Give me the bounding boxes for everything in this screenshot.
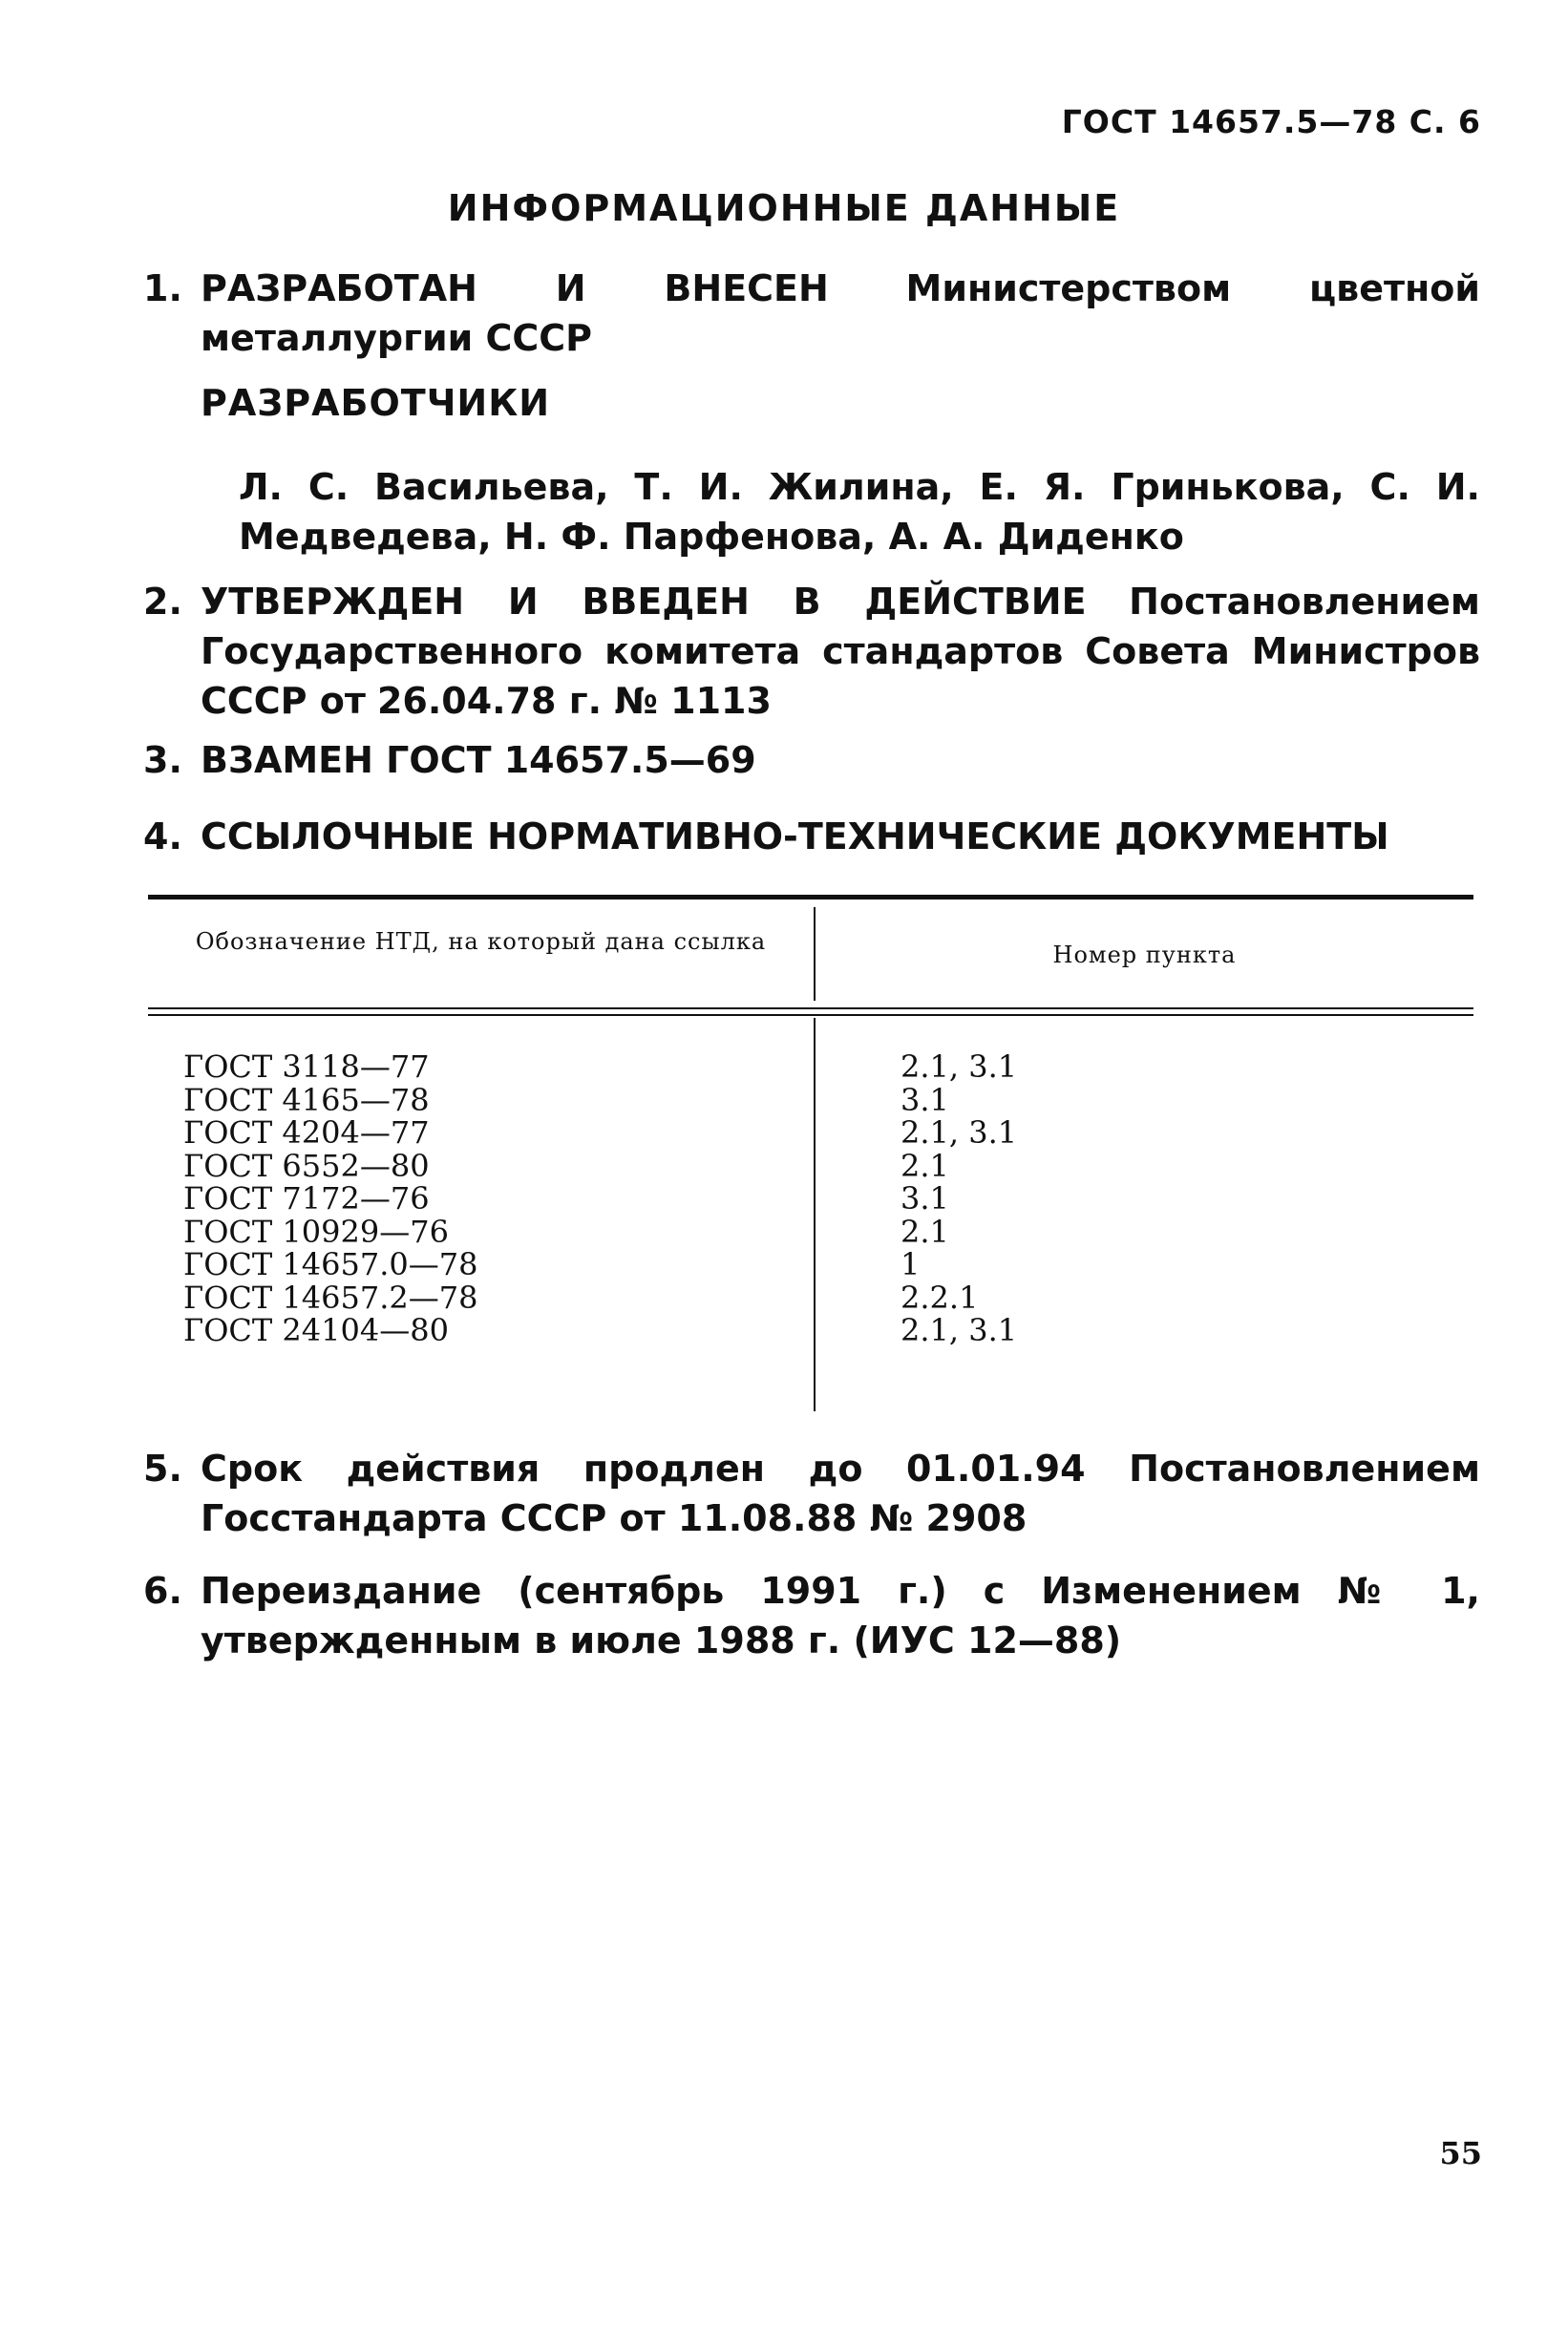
item-5-number: 5. xyxy=(143,1448,182,1490)
table-cell: ГОСТ 6552—80 xyxy=(183,1147,430,1184)
item-4-text: ССЫЛОЧНЫЕ НОРМАТИВНО-ТЕХНИЧЕСКИЕ ДОКУМЕНТЫ xyxy=(201,815,1389,857)
item-6-text: Переиздание (сентябрь 1991 г.) с Изменением № 1, утвержденным в июле 1988 г. (ИУС 12—88) xyxy=(201,1570,1480,1661)
table-cell: 2.1, 3.1 xyxy=(901,1114,1018,1151)
table-cell: ГОСТ 4204—77 xyxy=(183,1114,430,1151)
document-header: ГОСТ 14657.5—78 С. 6 xyxy=(1061,103,1481,140)
table-column-clauses xyxy=(901,1050,1017,1347)
table-cell: 3.1 xyxy=(901,1081,949,1118)
item-6-number: 6. xyxy=(143,1570,182,1612)
table-cell: ГОСТ 7172—76 xyxy=(183,1180,430,1217)
table-cell: 2.1, 3.1 xyxy=(901,1048,1018,1085)
item-3 xyxy=(143,735,1480,785)
table-cell: 1 xyxy=(901,1246,921,1282)
table-cell: 3.1 xyxy=(901,1180,949,1217)
item-6 xyxy=(143,1566,1480,1665)
table-header-document: Обозначение НТД, на который дана ссылка xyxy=(195,928,767,955)
item-3-number: 3. xyxy=(143,739,182,781)
item-2 xyxy=(143,577,1480,726)
item-2-text: Постановлением Государственного комитета стандартов Совета Министров СССР от xyxy=(201,581,1480,722)
table-header-clause: Номер пункта xyxy=(1052,942,1237,968)
table-cell: ГОСТ 14657.2—78 xyxy=(183,1279,478,1316)
table-column-documents xyxy=(183,1050,477,1347)
table-top-rule xyxy=(148,895,1473,899)
page-title: ИНФОРМАЦИОННЫЕ ДАННЫЕ xyxy=(447,187,1121,229)
item-2-number: 2. xyxy=(143,581,182,623)
table-cell: 2.2.1 xyxy=(901,1279,979,1316)
item-2-bold: УТВЕРЖДЕН И ВВЕДЕН В ДЕЙСТВИЕ xyxy=(201,581,1087,623)
item-5-text: Срок действия продлен до 01.01.94 Постановлением Госстандарта СССР от 11.08.88 № 2908 xyxy=(201,1448,1480,1539)
table-cell: 2.1 xyxy=(901,1147,949,1184)
item-1-text: Министерством цветной металлургии СССР xyxy=(201,267,1480,359)
table-cell: 2.1 xyxy=(901,1213,949,1250)
table-cell: 2.1, 3.1 xyxy=(901,1312,1018,1348)
developers-list: Л. С. Васильева, Т. И. Жилина, Е. Я. Гринькова, С. И. Медведева, Н. Ф. Парфенова, А. А. Диденко xyxy=(239,466,1480,558)
page-number: 55 xyxy=(1439,2135,1482,2171)
item-4 xyxy=(143,812,1480,861)
table-header-rule-double xyxy=(148,1014,1473,1016)
item-3-text: ВЗАМЕН ГОСТ 14657.5—69 xyxy=(201,739,756,781)
table-cell: ГОСТ 3118—77 xyxy=(183,1048,430,1085)
table-body-divider xyxy=(814,1018,816,1411)
item-1 xyxy=(143,264,1480,363)
item-5 xyxy=(143,1444,1480,1543)
table-cell: ГОСТ 14657.0—78 xyxy=(183,1246,478,1282)
item-1-number: 1. xyxy=(143,267,182,309)
item-2-date: 26.04.78 г. № 1113 xyxy=(376,680,772,722)
developers-heading: РАЗРАБОТЧИКИ xyxy=(201,382,551,424)
item-1-bold: РАЗРАБОТАН И ВНЕСЕН xyxy=(201,267,829,309)
table-cell: ГОСТ 24104—80 xyxy=(183,1312,449,1348)
table-cell: ГОСТ 4165—78 xyxy=(183,1081,430,1118)
table-header-rule xyxy=(148,1007,1473,1009)
item-4-number: 4. xyxy=(143,815,182,857)
table-cell: ГОСТ 10929—76 xyxy=(183,1213,449,1250)
